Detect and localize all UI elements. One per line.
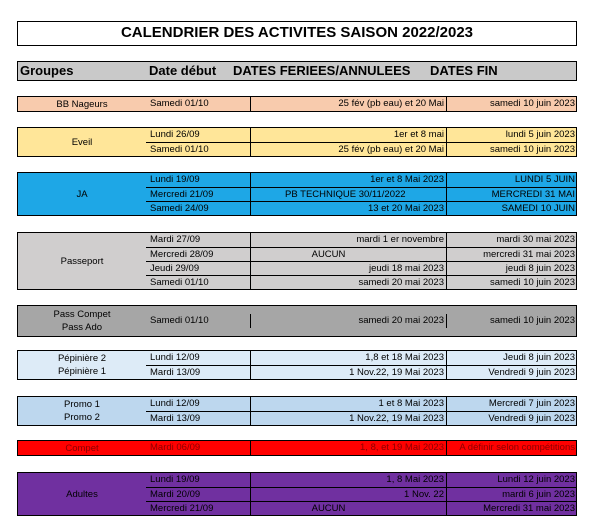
dates-fin-cell: jeudi 8 juin 2023 (505, 263, 575, 274)
group-block (17, 396, 577, 426)
table-row (146, 314, 576, 328)
dates-fin-cell: lundi 5 juin 2023 (505, 129, 575, 140)
dates-fin-cell: samedi 10 juin 2023 (489, 98, 575, 109)
table-row (146, 351, 576, 365)
group-name: Pass Compet (53, 309, 111, 320)
dates-feriees-cell: 1er et 8 Mai 2023 (250, 173, 447, 187)
date-debut-cell: Jeudi 29/09 (150, 263, 200, 274)
dates-fin-cell: SAMEDI 10 JUIN (501, 203, 575, 214)
dates-fin-cell: MERCREDI 31 MAI (491, 189, 575, 200)
dates-feriees-cell: 13 et 20 Mai 2023 (250, 202, 447, 216)
dates-feriees-cell: 1 Nov.22, 19 Mai 2023 (250, 366, 447, 380)
group-block (17, 96, 577, 112)
header-dates-feriees: DATES FERIEES/ANNULEES (233, 63, 411, 78)
dates-feriees-cell: 1 Nov. 22 (250, 488, 447, 502)
group-block (17, 232, 577, 290)
group-name: Pépinière 2 (57, 353, 107, 364)
group-name: Pépinière 1 (57, 366, 107, 377)
date-debut-cell: Lundi 19/09 (150, 474, 200, 485)
dates-feriees-cell: PB TECHNIQUE 30/11/2022 (250, 188, 447, 202)
dates-fin-cell: mardi 6 juin 2023 (502, 489, 575, 500)
date-debut-cell: Samedi 01/10 (150, 144, 209, 155)
date-debut-cell: Samedi 01/10 (150, 98, 209, 109)
date-debut-cell: Mardi 27/09 (150, 234, 201, 245)
dates-feriees-cell: 1, 8 Mai 2023 (250, 473, 447, 487)
group-name: Promo 2 (64, 412, 100, 423)
table-row (146, 128, 576, 142)
dates-feriees-cell: 1 Nov.22, 19 Mai 2023 (250, 412, 447, 426)
group-name-cell (18, 473, 146, 515)
group-name-cell (18, 397, 146, 425)
group-block (17, 172, 577, 216)
dates-fin-cell: Vendredi 9 juin 2023 (488, 367, 575, 378)
dates-feriees-cell: samedi 20 mai 2023 (250, 276, 447, 290)
group-name-cell (18, 233, 146, 289)
group-name: Passeport (60, 255, 104, 267)
date-debut-cell: Mercredi 28/09 (150, 249, 214, 260)
group-block (17, 350, 577, 380)
dates-fin-cell: LUNDI 5 JUIN (514, 174, 575, 185)
dates-fin-cell: mardi 30 mai 2023 (496, 234, 575, 245)
table-row (146, 233, 576, 247)
date-debut-cell: Samedi 24/09 (150, 203, 209, 214)
table-row (146, 173, 576, 187)
group-name-cell (18, 97, 146, 111)
table-row (146, 201, 576, 215)
dates-feriees-cell: 25 fév (pb eau) et 20 Mai (250, 97, 447, 111)
group-name: Compet (65, 442, 99, 454)
group-block (17, 440, 577, 456)
table-row (146, 187, 576, 201)
table-row (146, 365, 576, 379)
dates-feriees-cell: mardi 1 er novembre (250, 233, 447, 247)
dates-fin-cell: Mercredi 7 juin 2023 (488, 398, 575, 409)
dates-fin-cell: Mercredi 31 mai 2023 (483, 503, 575, 514)
group-block (17, 127, 577, 157)
header-date-debut: Date début (149, 63, 217, 78)
group-name-cell (18, 441, 146, 455)
table-row (146, 411, 576, 425)
dates-fin-cell: Jeudi 8 juin 2023 (503, 352, 575, 363)
dates-feriees-cell: 1er et 8 mai (250, 128, 447, 142)
date-debut-cell: Samedi 01/10 (150, 277, 209, 288)
group-name: JA (76, 188, 88, 200)
table-row (146, 142, 576, 156)
group-name: BB Nageurs (56, 98, 108, 110)
table-row (146, 397, 576, 411)
date-debut-cell: Mercredi 21/09 (150, 503, 214, 514)
date-debut-cell: Mardi 06/09 (150, 442, 201, 453)
group-name-cell (18, 351, 146, 379)
date-debut-cell: Lundi 26/09 (150, 129, 200, 140)
table-row (146, 441, 576, 455)
dates-fin-cell: Vendredi 9 juin 2023 (488, 413, 575, 424)
group-name: Eveil (71, 136, 93, 148)
dates-feriees-cell: AUCUN (250, 248, 447, 262)
table-header (17, 61, 577, 81)
table-row (146, 247, 576, 261)
table-row (146, 501, 576, 515)
dates-feriees-cell: AUCUN (250, 502, 447, 516)
dates-fin-cell: samedi 10 juin 2023 (489, 315, 575, 326)
table-row (146, 261, 576, 275)
dates-fin-cell: Lundi 12 juin 2023 (497, 474, 575, 485)
page-title: CALENDRIER DES ACTIVITES SAISON 2022/2023 (17, 21, 577, 46)
dates-fin-cell: samedi 10 juin 2023 (489, 144, 575, 155)
group-name: Pass Ado (61, 322, 103, 333)
header-dates-fin: DATES FIN (430, 63, 498, 78)
table-row (146, 487, 576, 501)
date-debut-cell: Mardi 13/09 (150, 413, 201, 424)
date-debut-cell: Mardi 20/09 (150, 489, 201, 500)
table-row (146, 473, 576, 487)
group-block (17, 305, 577, 337)
dates-fin-cell: mercredi 31 mai 2023 (483, 249, 575, 260)
date-debut-cell: Lundi 12/09 (150, 398, 200, 409)
dates-feriees-cell: jeudi 18 mai 2023 (250, 262, 447, 276)
group-name: Promo 1 (64, 399, 100, 410)
dates-feriees-cell: 1 et 8 Mai 2023 (250, 397, 447, 411)
table-row (146, 275, 576, 289)
dates-feriees-cell: 25 fév (pb eau) et 20 Mai (250, 143, 447, 157)
date-debut-cell: Lundi 12/09 (150, 352, 200, 363)
dates-fin-cell: A définir selon compétitions (459, 442, 575, 453)
group-name: Adultes (66, 488, 98, 500)
header-groupes: Groupes (20, 63, 74, 78)
date-debut-cell: Mercredi 21/09 (150, 189, 214, 200)
group-name-cell (18, 128, 146, 156)
date-debut-cell: Lundi 19/09 (150, 174, 200, 185)
dates-feriees-cell: 1, 8, et 19 Mai 2023 (250, 441, 447, 455)
table-row (146, 97, 576, 111)
dates-feriees-cell: 1,8 et 18 Mai 2023 (250, 351, 447, 365)
group-block (17, 472, 577, 516)
group-name-cell (18, 306, 146, 336)
date-debut-cell: Mardi 13/09 (150, 367, 201, 378)
dates-fin-cell: samedi 10 juin 2023 (489, 277, 575, 288)
date-debut-cell: Samedi 01/10 (150, 315, 209, 326)
dates-feriees-cell: samedi 20 mai 2023 (250, 314, 447, 328)
group-name-cell (18, 173, 146, 215)
